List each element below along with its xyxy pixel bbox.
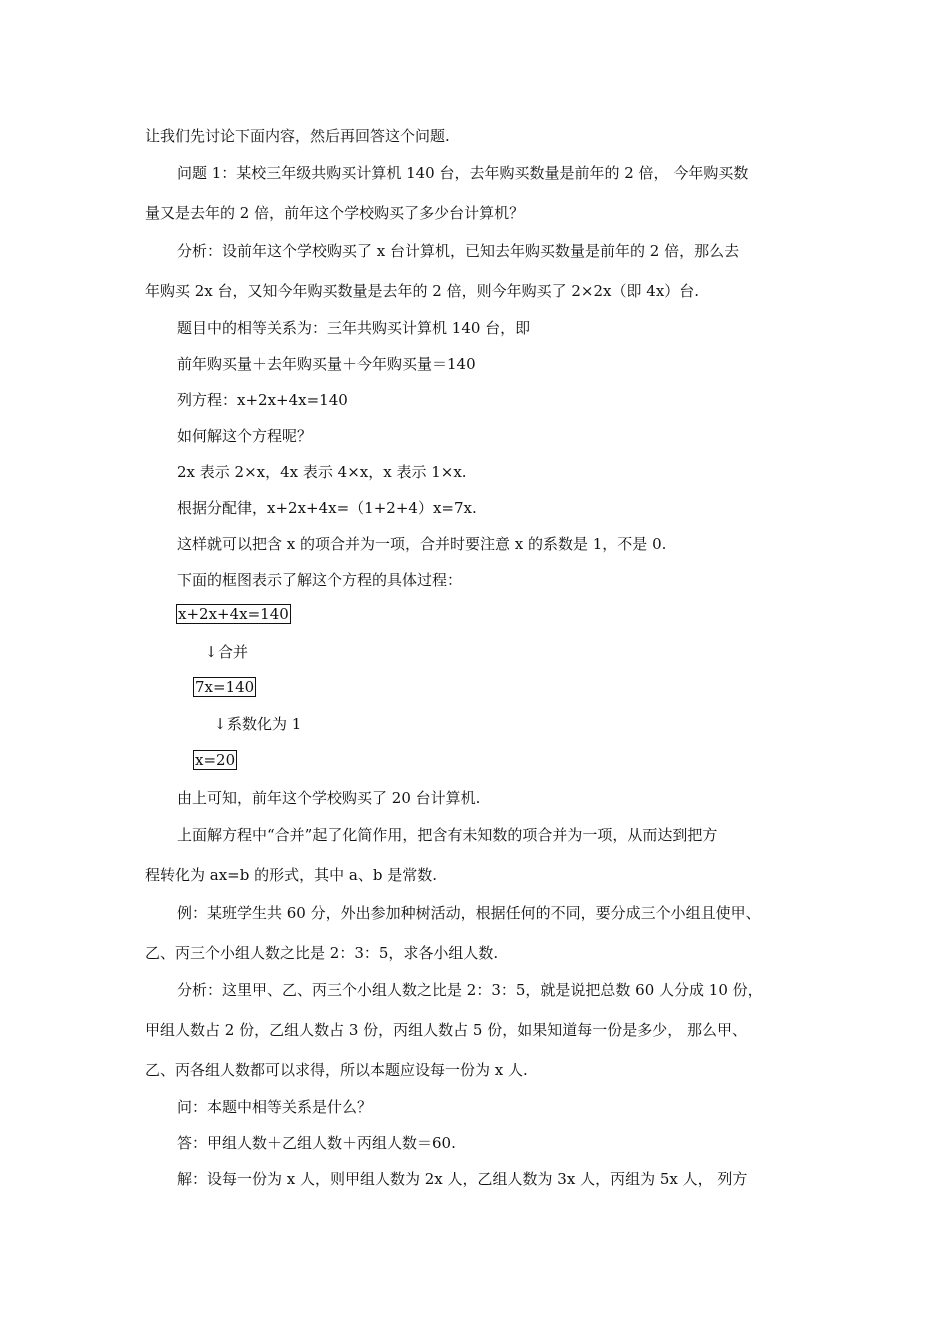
intro-line: 让我们先讨论下面内容，然后再回答这个问题.	[145, 127, 450, 145]
question-how-to-solve: 如何解这个方程呢？	[177, 427, 313, 445]
problem-1-line-2: 量又是去年的 2 倍，前年这个学校购买了多少台计算机？	[145, 204, 525, 222]
problem-1-line-1: 问题 1：某校三年级共购买计算机 140 台，去年购买数量是前年的 2 倍， 今年购买数	[177, 164, 749, 182]
combine-note-line: 这样就可以把含 x 的项合并为一项，合并时要注意 x 的系数是 1，不是 0.	[177, 535, 667, 553]
question-relation-line: 问：本题中相等关系是什么？	[177, 1098, 373, 1116]
example-analysis-line-3: 乙、丙各组人数都可以求得，所以本题应设每一份为 x 人.	[145, 1061, 528, 1079]
relation-formula: 前年购买量＋去年购买量＋今年购买量＝140	[177, 355, 476, 373]
flow-step-1-box: x+2x+4x=140	[178, 605, 289, 623]
conclusion-line: 由上可知，前年这个学校购买了 20 台计算机.	[177, 789, 481, 807]
summary-line-2: 程转化为 ax=b 的形式，其中 a、b 是常数.	[145, 866, 437, 884]
example-line-1: 例：某班学生共 60 分，外出参加种树活动，根据任何的不同，要分成三个小组且使甲、	[177, 904, 761, 922]
flow-step-3-box: x=20	[195, 751, 236, 769]
down-arrow-icon: ↓	[213, 715, 227, 733]
meaning-line: 2x 表示 2×x，4x 表示 4×x，x 表示 1×x.	[177, 463, 467, 481]
flow-arrow-2	[213, 714, 301, 734]
answer-relation-line: 答：甲组人数＋乙组人数＋丙组人数＝60.	[177, 1134, 456, 1152]
solution-line: 解：设每一份为 x 人，则甲组人数为 2x 人，乙组人数为 3x 人，丙组为 5x 人， 列方	[177, 1170, 748, 1188]
relation-line: 题目中的相等关系为：三年共购买计算机 140 台，即	[177, 319, 531, 337]
flow-op-1-label: 合并	[218, 643, 249, 661]
analysis-line-2: 年购买 2x 台，又知今年购买数量是去年的 2 倍，则今年购买了 2×2x（即 4x）台.	[145, 282, 700, 300]
flow-step-2-box: 7x=140	[195, 678, 255, 696]
flow-op-2-label: 系数化为 1	[227, 715, 302, 733]
example-analysis-line-1: 分析：这里甲、乙、丙三个小组人数之比是 2：3：5，就是说把总数 60 人分成 10 份，	[177, 981, 763, 999]
example-line-2: 乙、丙三个小组人数之比是 2：3：5，求各小组人数.	[145, 944, 499, 962]
analysis-line-1: 分析：设前年这个学校购买了 x 台计算机，已知去年购买数量是前年的 2 倍，那么去	[177, 242, 740, 260]
down-arrow-icon: ↓	[204, 643, 218, 661]
summary-line-1: 上面解方程中“合并”起了化简作用，把含有未知数的项合并为一项，从而达到把方	[177, 826, 718, 844]
example-analysis-line-2: 甲组人数占 2 份，乙组人数占 3 份，丙组人数占 5 份，如果知道每一份是多少， 那么甲、	[145, 1021, 748, 1039]
equation-line: 列方程：x+2x+4x=140	[177, 391, 348, 409]
flow-arrow-1	[204, 642, 248, 662]
distributive-line: 根据分配律，x+2x+4x=（1+2+4）x=7x.	[177, 499, 477, 517]
flowchart-intro-line: 下面的框图表示了解这个方程的具体过程：	[177, 571, 463, 589]
